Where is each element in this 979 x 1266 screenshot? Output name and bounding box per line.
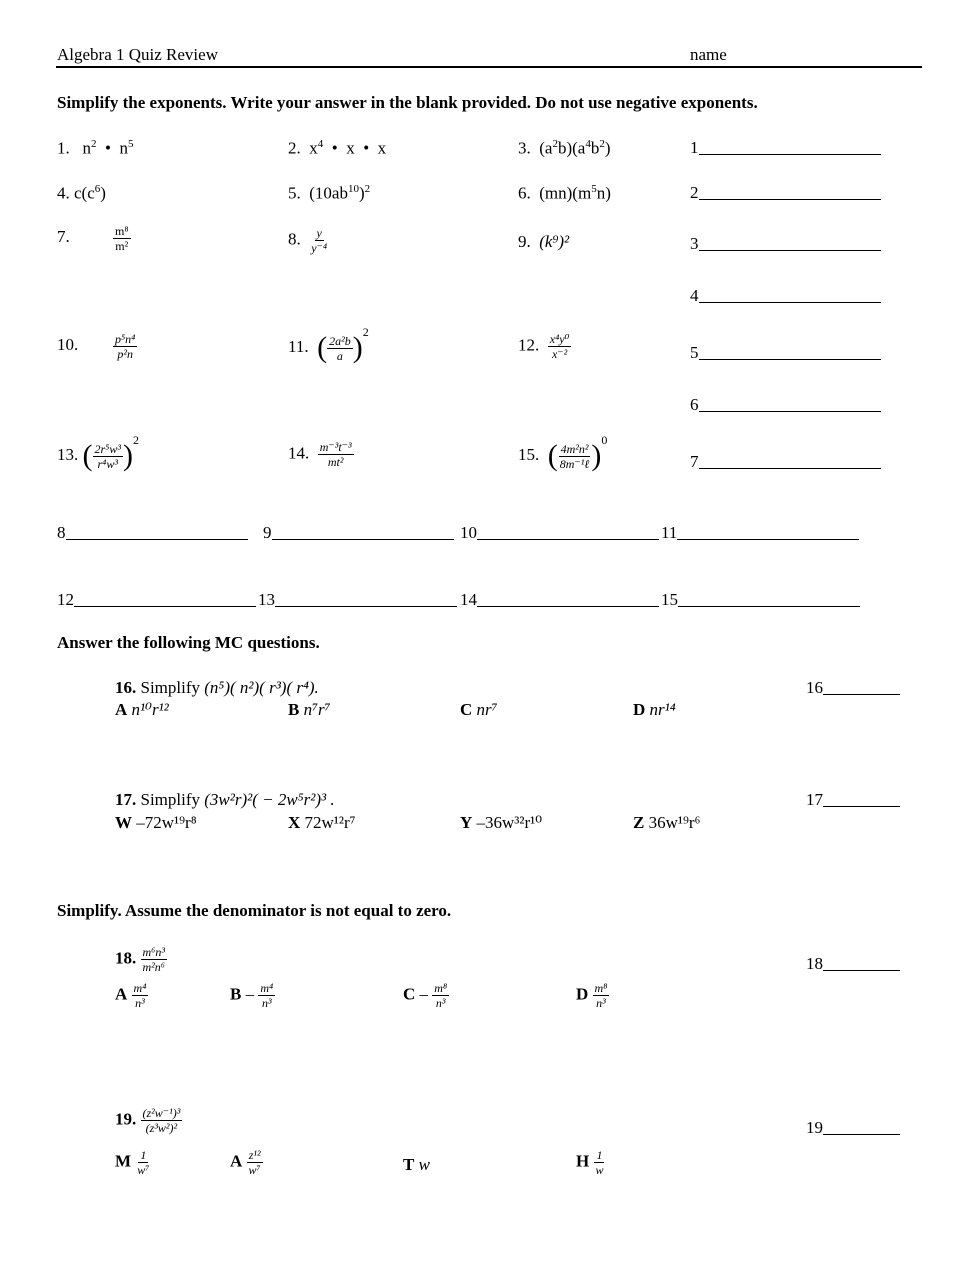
fraction: $\frac{\text{m⁶n³}}{\text{m²n⁶}}$: [142, 945, 165, 974]
problem-15: 15. ( $\frac{\text{4m²n²}}{\text{8m⁻¹ℓ}}$ )$^0$: [518, 433, 608, 473]
question-17: 17. Simplify (3w²r)²( − 2w⁵r²)³ .: [115, 790, 335, 809]
header-rule: [56, 66, 922, 68]
answer-blank-9[interactable]: 9: [263, 523, 454, 543]
choice-18-c[interactable]: C – $\frac{\text{m⁸}}{\text{n³}}$: [403, 981, 448, 1010]
problem-2: 2. $x^4$ • x • x: [288, 138, 387, 158]
fraction: $\frac{y}{\text{y⁻⁴}}$: [311, 226, 328, 255]
answer-blank-6[interactable]: 6: [690, 395, 881, 415]
problem-9: 9. (k⁹)²: [518, 232, 570, 251]
answer-blank-18[interactable]: 18: [806, 954, 900, 974]
choice-17-z[interactable]: Z 36w¹⁹r⁶: [633, 813, 701, 832]
question-18: 18. $\frac{\text{m⁶n³}}{\text{m²n⁶}}$: [115, 945, 165, 974]
fraction: $\frac{\text{2r⁵w³}}{\text{r⁴w³}}$: [94, 441, 121, 471]
fraction: $\frac{\text{m⁸}}{\text{m²}}$: [115, 224, 129, 253]
fraction: $\frac{\text{m⁸}}{\text{n³}}$: [434, 981, 448, 1010]
answer-blank-4[interactable]: 4: [690, 286, 881, 306]
fraction: $\frac{\text{x⁴y⁰}}{\text{x⁻²}}$: [549, 332, 570, 361]
answer-blank-3[interactable]: 3: [690, 234, 881, 254]
fraction: $\frac{\text{z¹²}}{\text{w⁷}}$: [248, 1148, 261, 1177]
name-label: name: [690, 45, 727, 64]
choice-18-b[interactable]: B – $\frac{\text{m⁴}}{\text{n³}}$: [230, 981, 274, 1010]
choice-16-a[interactable]: A n¹⁰r¹²: [115, 700, 169, 719]
fraction: $\frac{\text{m⁸}}{\text{n³}}$: [594, 981, 608, 1010]
problem-4: 4. $c(c^6)$: [57, 183, 106, 203]
problem-14: 14. $\frac{\text{m⁻³t⁻³}}{\text{mt²}}$: [288, 440, 352, 469]
fraction: $\frac{\text{4m²n²}}{\text{8m⁻¹ℓ}}$: [559, 441, 590, 471]
choice-18-a[interactable]: A $\frac{\text{m⁴}}{\text{n³}}$: [115, 981, 147, 1010]
answer-blank-14[interactable]: 14: [460, 590, 659, 610]
fraction: $\frac{\text{m⁻³t⁻³}}{\text{mt²}}$: [319, 440, 352, 469]
choice-19-a[interactable]: A $\frac{\text{z¹²}}{\text{w⁷}}$: [230, 1148, 261, 1177]
question-16: 16. Simplify (n⁵)( n²)( r³)( r⁴).: [115, 678, 319, 697]
choice-17-y[interactable]: Y –36w³²r¹⁰: [460, 813, 543, 832]
answer-blank-12[interactable]: 12: [57, 590, 256, 610]
problem-1: 1. $n^2$ • $n^5$: [57, 138, 134, 158]
answer-blank-2[interactable]: 2: [690, 183, 881, 203]
problem-12: 12. $\frac{\text{x⁴y⁰}}{\text{x⁻²}}$: [518, 332, 570, 361]
choice-18-d[interactable]: D $\frac{\text{m⁸}}{\text{n³}}$: [576, 981, 608, 1010]
question-19: 19. $\frac{\text{(z²w⁻¹)³}}{\text{(z³w²)²}}$: [115, 1106, 181, 1135]
fraction: $\frac{\text{2a²b}}{a}$: [329, 333, 351, 363]
choice-16-c[interactable]: C nr⁷: [460, 700, 498, 719]
section3-instructions: Simplify. Assume the denominator is not equal to zero.: [57, 901, 452, 920]
problem-5: 5. $(10ab^{10})^2$: [288, 183, 371, 203]
answer-blank-17[interactable]: 17: [806, 790, 900, 810]
fraction: $\frac{\text{(z²w⁻¹)³}}{\text{(z³w²)²}}$: [142, 1106, 181, 1135]
fraction: $\frac{\text{m⁴}}{\text{n³}}$: [133, 981, 147, 1010]
choice-19-h[interactable]: H $\frac{1}{w}$: [576, 1148, 604, 1177]
choice-16-b[interactable]: B n⁷r⁷: [288, 700, 331, 719]
answer-blank-16[interactable]: 16: [806, 678, 900, 698]
answer-blank-1[interactable]: 1: [690, 138, 881, 158]
page-title: Algebra 1 Quiz Review: [57, 45, 218, 64]
problem-10: 10. $\frac{\text{p⁵n⁴}}{\text{p²n}}$: [57, 332, 136, 361]
problem-8: 8. $\frac{y}{\text{y⁻⁴}}$: [288, 226, 328, 255]
section1-instructions: Simplify the exponents. Write your answer in the blank provided. Do not use negative exponents.: [57, 93, 758, 112]
section2-instructions: Answer the following MC questions.: [57, 633, 320, 652]
choice-19-t[interactable]: T w: [403, 1155, 430, 1174]
answer-blank-8[interactable]: 8: [57, 523, 248, 543]
choice-17-x[interactable]: X 72w¹²r⁷: [288, 813, 356, 832]
problem-13: 13. ( $\frac{\text{2r⁵w³}}{\text{r⁴w³}}$ )$^2$: [57, 433, 139, 473]
choice-19-m[interactable]: M $\frac{1}{\text{w⁷}}$: [115, 1148, 150, 1177]
choice-16-d[interactable]: D nr¹⁴: [633, 700, 676, 719]
answer-blank-13[interactable]: 13: [258, 590, 457, 610]
problem-6: 6. $(mn)(m^5n)$: [518, 183, 611, 203]
problem-3: 3. $(a^2b)(a^4b^2)$: [518, 138, 611, 158]
choice-17-w[interactable]: W –72w¹⁹r⁸: [115, 813, 197, 832]
fraction: $\frac{\text{m⁴}}{\text{n³}}$: [260, 981, 274, 1010]
answer-blank-5[interactable]: 5: [690, 343, 881, 363]
fraction: $\frac{\text{p⁵n⁴}}{\text{p²n}}$: [115, 332, 136, 361]
answer-blank-11[interactable]: 11: [661, 523, 859, 543]
fraction: $\frac{1}{\text{w⁷}}$: [137, 1148, 150, 1177]
answer-blank-19[interactable]: 19: [806, 1118, 900, 1138]
problem-7: 7. $\frac{\text{m⁸}}{\text{m²}}$: [57, 224, 129, 253]
answer-blank-7[interactable]: 7: [690, 452, 881, 472]
problem-11: 11. ( $\frac{\text{2a²b}}{a}$ )$^2$: [288, 325, 369, 365]
fraction: $\frac{1}{w}$: [595, 1148, 604, 1177]
answer-blank-15[interactable]: 15: [661, 590, 860, 610]
answer-blank-10[interactable]: 10: [460, 523, 659, 543]
